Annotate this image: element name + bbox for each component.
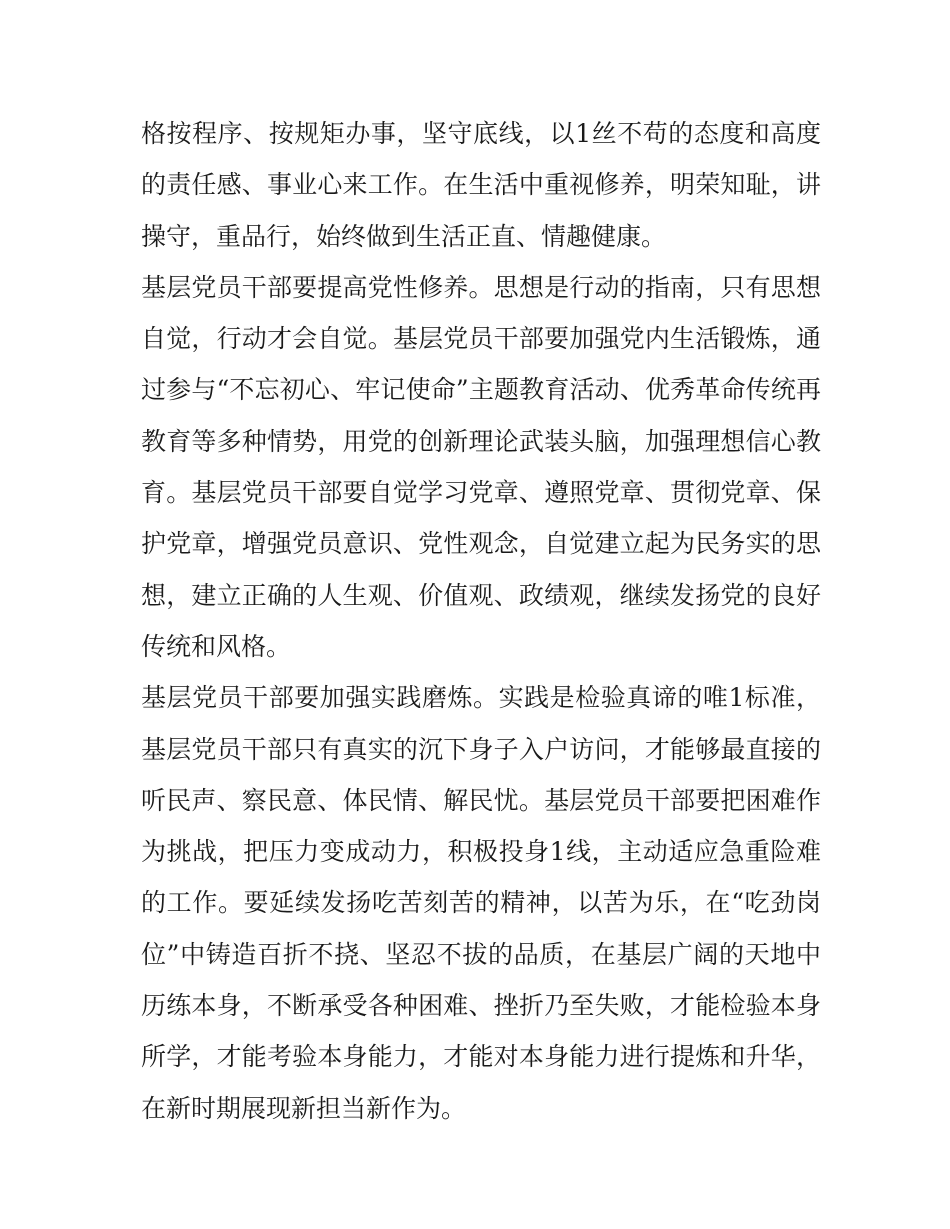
text-line: 育。基层党员干部要自觉学习党章、遵照党章、贯彻党章、保 — [141, 478, 821, 508]
text-line: 所学，才能考验本身能力，才能对本身能力进行提炼和升华， — [141, 1042, 821, 1072]
text-line: 基层党员干部只有真实的沉下身子入户访问，才能够最直接的 — [141, 734, 821, 764]
text-line: 传统和风格。 — [141, 631, 292, 661]
text-line: 想，建立正确的人生观、价值观、政绩观，继续发扬党的良好 — [141, 580, 821, 610]
text-line: 自觉，行动才会自觉。基层党员干部要加强党内生活锻炼，通 — [141, 324, 821, 354]
body-text — [141, 108, 821, 1134]
text-line: 基层党员干部要提高党性修养。思想是行动的指南，只有思想 — [141, 272, 821, 302]
text-line: 教育等多种情势，用党的创新理论武装头脑，加强理想信心教 — [141, 426, 821, 456]
text-line: 位”中铸造百折不挠、坚忍不拔的品质，在基层广阔的天地中 — [141, 939, 821, 969]
text-line: 格按程序、按规矩办事，坚守底线，以1丝不苟的态度和高度 — [141, 119, 821, 148]
text-line: 护党章，增强党员意识、党性观念，自觉建立起为民务实的思 — [141, 529, 821, 559]
text-line: 历练本身，不断承受各种困难、挫折乃至失败，才能检验本身 — [141, 991, 821, 1021]
text-line: 在新时期展现新担当新作为。 — [141, 1093, 467, 1123]
text-line: 的责任感、事业心来工作。在生活中重视修养，明荣知耻，讲 — [141, 170, 821, 200]
text-line: 为挑战，把压力变成动力，积极投身1线，主动适应急重险难 — [141, 837, 821, 867]
text-line: 听民声、察民意、体民情、解民忧。基层党员干部要把困难作 — [141, 785, 821, 815]
text-line: 的工作。要延续发扬吃苦刻苦的精神，以苦为乐，在“吃劲岗 — [141, 888, 821, 918]
text-line: 过参与“不忘初心、牢记使命”主题教育活动、优秀革命传统再 — [141, 375, 821, 405]
text-line: 基层党员干部要加强实践磨炼。实践是检验真谛的唯1标准， — [141, 683, 821, 713]
text-line: 操守，重品行，始终做到生活正直、情趣健康。 — [141, 221, 667, 251]
